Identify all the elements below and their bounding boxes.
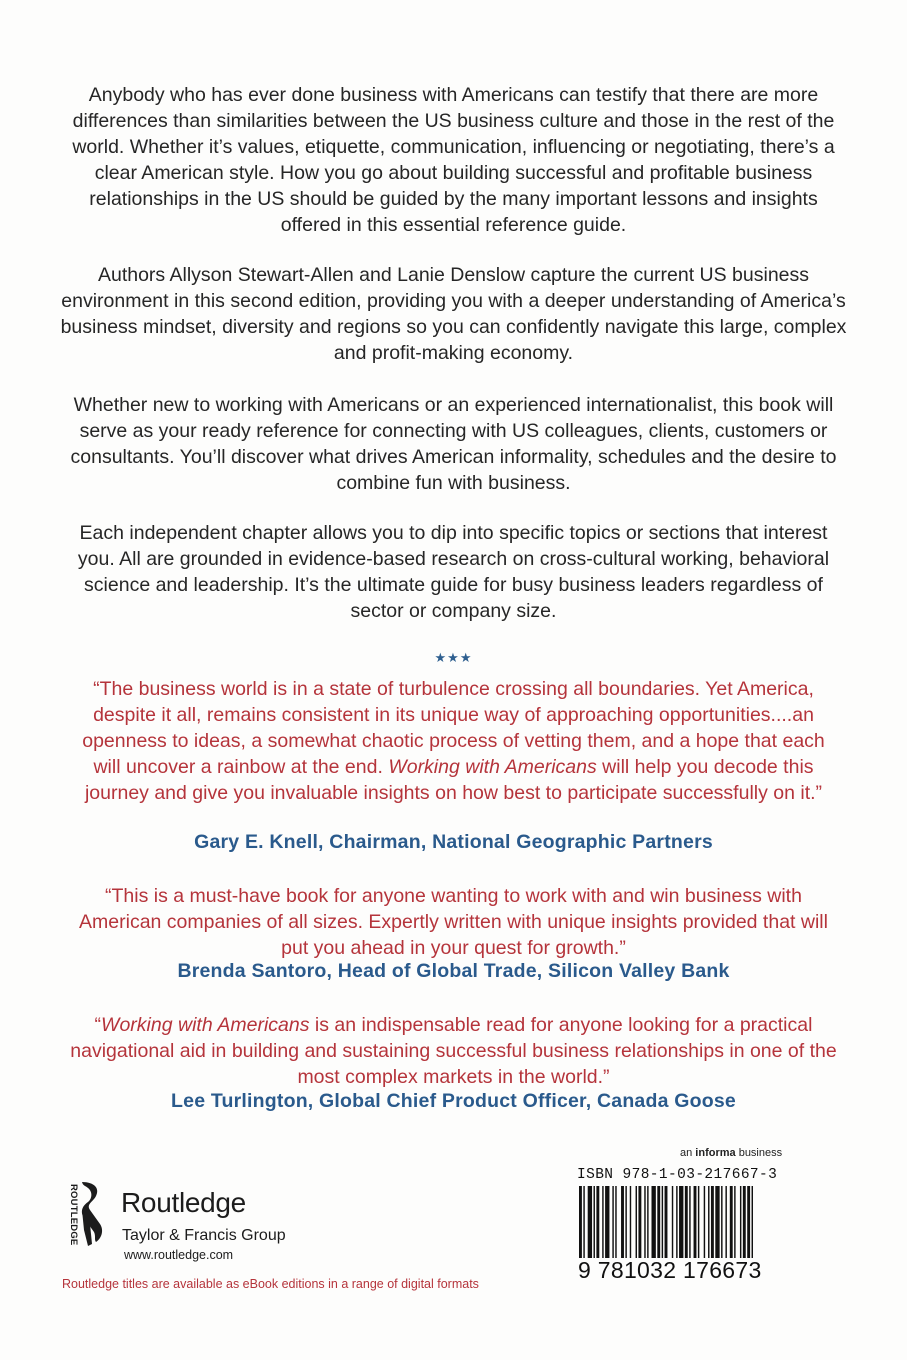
barcode-digits: 9 781032 176673 [578, 1257, 762, 1283]
endorsement-quote-1 [70, 676, 837, 806]
quote-text: is an indispensable read for anyone looking for a practical navigational aid in building and sustaining successful business relationships in one of the most complex markets in the world.” [70, 1014, 837, 1088]
star-divider: ★★★ [434, 650, 473, 665]
informa-post: business [735, 1147, 783, 1159]
endorsement-attribution-1: Gary E. Knell, Chairman, National Geographic Partners [194, 831, 713, 853]
endorsement-attribution-3: Lee Turlington, Global Chief Product Officer, Canada Goose [171, 1090, 736, 1112]
endorsement-quote-3 [70, 1012, 837, 1090]
informa-brand: informa [695, 1147, 736, 1159]
barcode-graphic [577, 1186, 799, 1258]
isbn-label: ISBN 978-1-03-217667-3 [577, 1167, 778, 1183]
blurb-paragraph-4: Each independent chapter allows you to dip into specific topics or sections that interest you. All are grounded in evidence-based research on cross-cultural working, behavioral science and leadership. It’s the ultimate guide for busy business leaders regardless of sector or company size. [77, 522, 830, 622]
blurb-paragraph-1: Anybody who has ever done business with Americans can testify that there are more differences than similarities between the US business culture and those in the rest of the world. Whether it’s values, etiquette, communication, influencing or negotiating, there’s a clear American style. How you go about building successful and profitable business relationships in the US should be guided by the many important lessons and insights offered in this essential reference guide. [72, 84, 835, 236]
endorsement-attribution-2: Brenda Santoro, Head of Global Trade, Silicon Valley Bank [177, 960, 730, 982]
quote-text: will help you decode this journey and give you invaluable insights on how best to participate successfully on it.” [84, 756, 823, 804]
publisher-name: Routledge [121, 1187, 246, 1218]
blurb-paragraph-3: Whether new to working with Americans or an experienced internationalist, this book will serve as your ready reference for connecting with US colleagues, clients, customers or consultants. You’ll discover what drives American informality, schedules and the desire to combine fun with business. [70, 394, 837, 494]
quote-text: “The business world is in a state of turbulence crossing all boundaries. Yet America, despite it all, remains consistent in its unique way of approaching opportunities....an openness to ideas, a somewhat chaotic process of vetting them, and a hope that each will uncover a rainbow at the end. [82, 678, 825, 778]
book-title-italic: Working with Americans [101, 1014, 310, 1036]
book-title-italic: Working with Americans [388, 756, 597, 778]
informa-pre: an [680, 1147, 696, 1159]
quote-text: “ [94, 1014, 102, 1036]
publisher-group: Taylor & Francis Group [122, 1227, 286, 1244]
endorsement-quote-2 [70, 883, 837, 961]
ebook-note: Routledge titles are available as eBook editions in a range of digital formats [62, 1277, 479, 1291]
routledge-logo-icon [60, 1180, 110, 1248]
quote-text: “This is a must-have book for anyone wanting to work with and win business with American companies of all sizes. Expertly written with unique insights provided that will put you ahead in your quest for growth.” [79, 885, 828, 959]
informa-tagline [680, 1147, 782, 1159]
publisher-website: www.routledge.com [124, 1248, 234, 1262]
svg-text:ROUTLEDGE: ROUTLEDGE [68, 1184, 79, 1246]
blurb-paragraph-2: Authors Allyson Stewart-Allen and Lanie Denslow capture the current US business environment in this second edition, providing you with a deeper understanding of America’s business mindset, diversity and regions so you can confidently navigate this large, complex and profit-making economy. [60, 264, 847, 364]
